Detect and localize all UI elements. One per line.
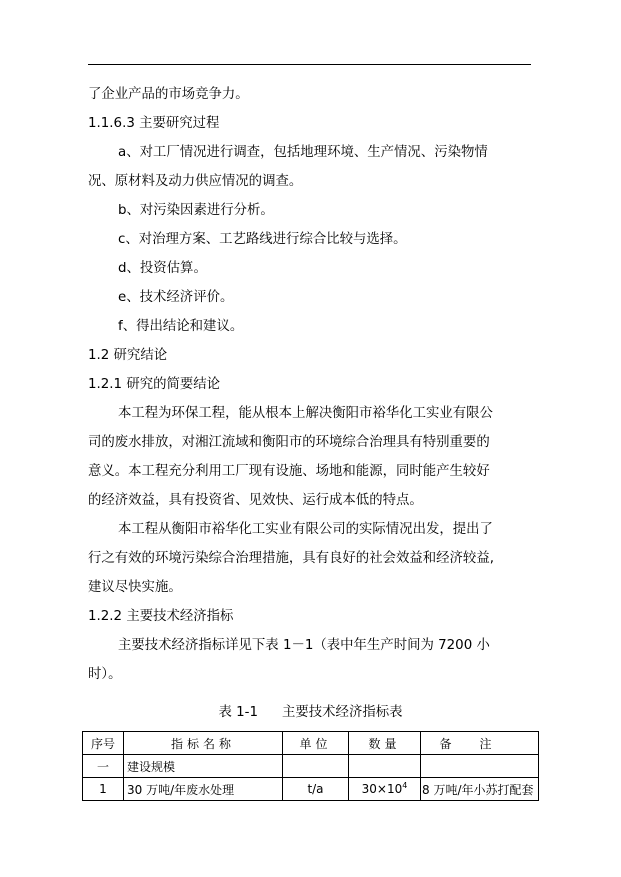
paragraph-line: 主要技术经济指标详见下表 1－1（表中年生产时间为 7200 小 xyxy=(118,638,490,653)
paragraph-line: 行之有效的环境污染综合治理措施，具有良好的社会效益和经济较益, xyxy=(88,551,494,566)
list-item-a-continued: 况、原材料及动力供应情况的调查。 xyxy=(88,174,303,189)
table-caption xyxy=(0,704,621,722)
header-quantity: 数量 xyxy=(349,732,421,755)
header-remarks: 备注 xyxy=(421,732,539,755)
section-heading: 1.2.1 研究的简要结论 xyxy=(88,377,221,392)
section-heading: 1.1.6.3 主要研究过程 xyxy=(88,116,220,131)
list-item-b: b、对污染因素进行分析。 xyxy=(118,203,274,218)
cell-quantity xyxy=(349,755,421,778)
header-unit: 单位 xyxy=(283,732,349,755)
table-caption-title: 主要技术经济指标表 xyxy=(282,705,403,720)
list-item-e: e、技术经济评价。 xyxy=(118,290,234,305)
indicators-table xyxy=(82,731,539,801)
paragraph-line: 本工程从衡阳市裕华化工实业有限公司的实际情况出发，提出了 xyxy=(118,522,493,537)
section-heading: 1.2.2 主要技术经济指标 xyxy=(88,609,234,624)
table-row xyxy=(83,778,539,801)
paragraph-line: 本工程为环保工程，能从根本上解决衡阳市裕华化工实业有限公 xyxy=(118,406,493,421)
list-item-d: d、投资估算。 xyxy=(118,261,207,276)
list-item-f: f、得出结论和建议。 xyxy=(118,319,244,334)
cell-name: 30 万吨/年废水处理 xyxy=(124,778,283,801)
cell-note: 8 万吨/年小苏打配套 xyxy=(421,778,539,801)
quantity-exponent: 4 xyxy=(402,781,408,790)
table-header-row xyxy=(83,732,539,755)
paragraph-line: 建议尽快实施。 xyxy=(88,580,182,595)
cell-name: 建设规模 xyxy=(124,755,283,778)
table-caption-number: 表 1-1 xyxy=(218,705,258,720)
paragraph-line: 司的废水排放，对湘江流域和衡阳市的环境综合治理具有特别重要的 xyxy=(88,435,490,450)
quantity-base: 30×10 xyxy=(361,782,403,796)
table-row xyxy=(83,755,539,778)
cell-unit: t/a xyxy=(283,778,349,801)
list-item-a: a、对工厂情况进行调查，包括地理环境、生产情况、污染物情 xyxy=(118,145,488,160)
header-rule xyxy=(88,64,531,65)
cell-seq: 一 xyxy=(83,755,124,778)
header-indicator-name: 指标名称 xyxy=(124,732,283,755)
header-seq: 序号 xyxy=(83,732,124,755)
cell-unit xyxy=(283,755,349,778)
list-item-c: c、对治理方案、工艺路线进行综合比较与选择。 xyxy=(118,232,407,247)
paragraph-line: 时）。 xyxy=(88,667,122,682)
cell-note xyxy=(421,755,539,778)
paragraph-line: 了企业产品的市场竞争力。 xyxy=(88,87,249,102)
section-heading: 1.2 研究结论 xyxy=(88,348,168,363)
cell-quantity xyxy=(349,778,421,801)
paragraph-line: 意义。本工程充分利用工厂现有设施、场地和能源，同时能产生较好 xyxy=(88,464,490,479)
paragraph-line: 的经济效益，具有投资省、见效快、运行成本低的特点。 xyxy=(88,493,423,508)
cell-seq: 1 xyxy=(83,778,124,801)
